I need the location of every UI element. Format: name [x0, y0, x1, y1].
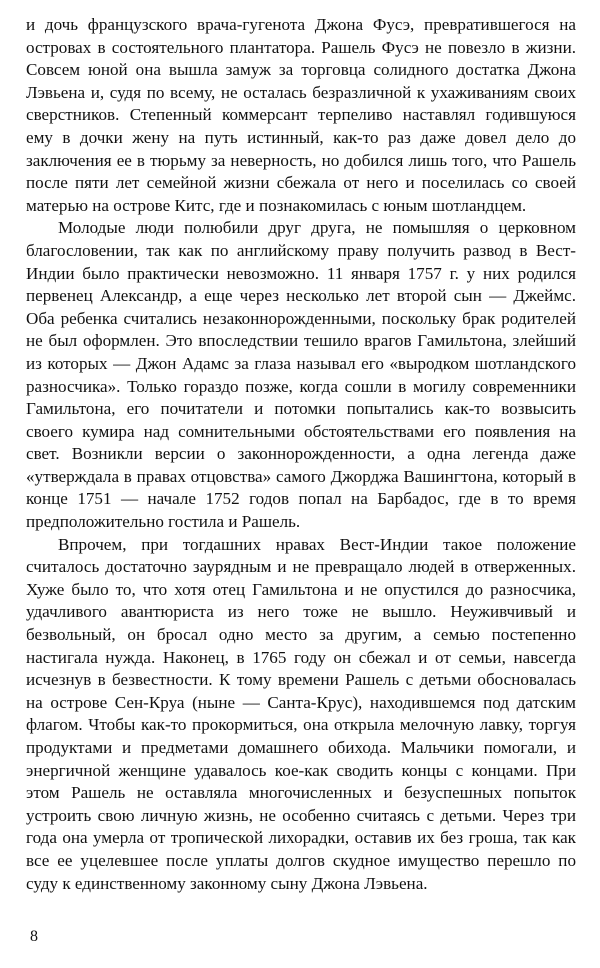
paragraph-2: Молодые люди полюбили друг друга, не помышляя о церковном благословении, так как по английскому праву получить развод в Вест-Индии было практически невозможно. 11 января 1757 г. у них родился первенец Александр, а еще через несколько лет второй сын — Джеймс. Оба ребенка считались незаконнорожденными, поскольку брак родителей не был оформлен. Это впоследствии тешило врагов Гамильтона, злейший из которых — Джон Адамс за глаза называл его «выродком шотландского разносчика». Только гораздо позже, когда сошли в могилу современники Гамильтона, его почитатели и потомки попытались как-то возвысить своего кумира над сомнительными обстоятельствами его появления на свет. Возникли версии о законнорожденности, а одна легенда даже «утверждала в правах отцовства» самого Джорджа Вашингтона, который в конце 1751 — начале 1752 годов попал на Барбадос, где в то время предположительно гостила и Рашель. — [26, 218, 576, 532]
paragraph-3: Впрочем, при тогдашних нравах Вест-Индии такое положение считалось достаточно заурядным и не превращало людей в отверженных. Хуже было то, что хотя отец Гамильтона и не опустился до разносчика, удачливого авантюриста из него тоже не вышло. Неуживчивый и безвольный, он бросал одно место за другим, а семью постепенно настигала нужда. Наконец, в 1765 году он сбежал и от семьи, навсегда исчезнув в безвестности. К тому времени Рашель с детьми обосновалась на острове Сен-Круа (ныне — Санта-Крус), находившемся под датским флагом. Чтобы как-то прокормиться, она открыла мелочную лавку, торгуя продуктами и предметами домашнего обихода. Мальчики помогали, и энергичной женщине удавалось кое-как сводить концы с концами. При этом Рашель не оставляла многочисленных и безуспешных попыток устроить свою личную жизнь, не особенно считаясь с детьми. Через три года она умерла от тропической лихорадки, оставив их без гроша, так как все ее уцелевшее после уплаты долгов скудное имущество перешло по суду к единственному законному сыну Джона Лэвьена. — [26, 534, 576, 893]
paragraph-1: и дочь французского врача-гугенота Джона Фусэ, превратившегося на островах в состоятельного плантатора. Рашель Фусэ не повезло в жизни. Совсем юной она вышла замуж за торговца солидного достатка Джона Лэвьена и, судя по всему, не осталась безразличной к ухаживаниям своих сверстников. Степенный коммерсант терпеливо наставлял годившуюся ему в дочки жену на путь истинный, как-то раз даже довел дело до заключения ее в тюрьму за неверность, но добился лишь того, что Рашель после пяти лет семейной жизни сбежала от него и поселилась со своей матерью на острове Китс, где и познакомилась с юным шотландцем. — [26, 15, 576, 215]
page-body — [26, 14, 576, 895]
page-number: 8 — [30, 928, 38, 945]
